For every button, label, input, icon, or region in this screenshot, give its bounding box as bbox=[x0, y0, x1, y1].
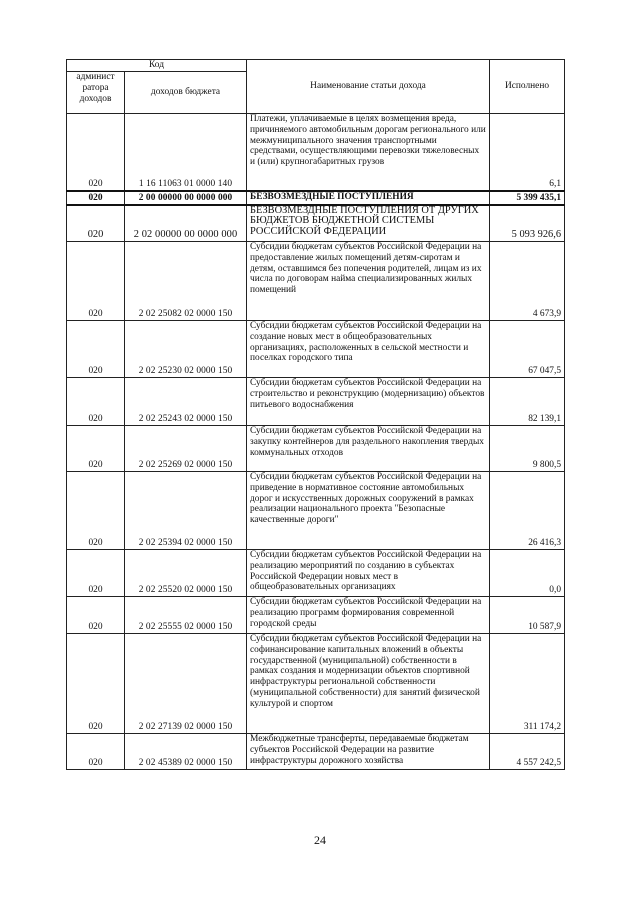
admin-code-cell: 020 bbox=[67, 734, 125, 770]
table-row bbox=[67, 426, 565, 472]
income-code-cell: 2 02 25269 02 0000 150 bbox=[125, 426, 247, 472]
admin-code-cell: 020 bbox=[67, 191, 125, 205]
executed-amount-cell: 82 139,1 bbox=[490, 378, 565, 426]
table-row bbox=[67, 321, 565, 378]
income-code-cell: 2 00 00000 00 0000 000 bbox=[125, 191, 247, 205]
executed-header: Исполнено bbox=[490, 60, 565, 114]
table-row bbox=[67, 597, 565, 634]
income-code-cell: 2 02 25243 02 0000 150 bbox=[125, 378, 247, 426]
admin-code-cell: 020 bbox=[67, 321, 125, 378]
income-code-cell: 2 02 00000 00 0000 000 bbox=[125, 205, 247, 242]
income-name-cell: Субсидии бюджетам субъектов Российской Федерации на предоставление жилых помещений детям-сиротам и детям, оставшимся без попечения родителей, лицам из их числа по договорам найма специализированных жилых помещений bbox=[247, 242, 490, 321]
executed-amount-cell: 0,0 bbox=[490, 550, 565, 597]
income-code-cell: 2 02 45389 02 0000 150 bbox=[125, 734, 247, 770]
admin-code-cell: 020 bbox=[67, 472, 125, 550]
executed-amount-cell: 5 093 926,6 bbox=[490, 205, 565, 242]
income-name-cell: Субсидии бюджетам субъектов Российской Федерации на закупку контейнеров для раздельного накопления твердых коммунальных отходов bbox=[247, 426, 490, 472]
income-code-cell: 1 16 11063 01 0000 140 bbox=[125, 114, 247, 191]
budget-income-code-header: доходов бюджета bbox=[125, 72, 247, 114]
executed-amount-cell: 10 587,9 bbox=[490, 597, 565, 634]
income-code-cell: 2 02 25394 02 0000 150 bbox=[125, 472, 247, 550]
admin-code-cell: 020 bbox=[67, 550, 125, 597]
income-name-cell: Субсидии бюджетам субъектов Российской Федерации на софинансирование капитальных вложений в объекты государственной (муниципальной) собственности в рамках создания и модернизации объектов спортивной инфраструктуры региональной собственности (муниципальной собственности) для занятий физической культурой и спортом bbox=[247, 634, 490, 734]
table-row bbox=[67, 734, 565, 770]
admin-code-cell: 020 bbox=[67, 634, 125, 734]
header-row-top bbox=[67, 60, 565, 72]
admin-code-cell: 020 bbox=[67, 426, 125, 472]
table-row bbox=[67, 205, 565, 242]
income-code-cell: 2 02 25082 02 0000 150 bbox=[125, 242, 247, 321]
income-name-cell: Межбюджетные трансферты, передаваемые бюджетам субъектов Российской Федерации на развитие инфраструктуры дорожного хозяйства bbox=[247, 734, 490, 770]
administrator-code-header: админист ратора доходов bbox=[67, 72, 125, 114]
table-row bbox=[67, 472, 565, 550]
income-name-cell: Субсидии бюджетам субъектов Российской Федерации на создание новых мест в общеобразовательных организациях, расположенных в сельской местности и поселках городского типа bbox=[247, 321, 490, 378]
income-name-cell: Субсидии бюджетам субъектов Российской Федерации на приведение в нормативное состояние автомобильных дорог и искусственных дорожных сооружений в рамках реализации национального проекта "Безопасные качественные дороги" bbox=[247, 472, 490, 550]
table-row bbox=[67, 550, 565, 597]
executed-amount-cell: 4 557 242,5 bbox=[490, 734, 565, 770]
admin-code-cell: 020 bbox=[67, 378, 125, 426]
income-code-cell: 2 02 25555 02 0000 150 bbox=[125, 597, 247, 634]
executed-amount-cell: 6,1 bbox=[490, 114, 565, 191]
income-code-cell: 2 02 27139 02 0000 150 bbox=[125, 634, 247, 734]
income-name-cell: БЕЗВОЗМЕЗДНЫЕ ПОСТУПЛЕНИЯ bbox=[247, 191, 490, 205]
income-name-cell: Субсидии бюджетам субъектов Российской Федерации на реализацию мероприятий по созданию в субъектах Российской Федерации новых мест в общеобразовательных организациях bbox=[247, 550, 490, 597]
admin-code-cell: 020 bbox=[67, 205, 125, 242]
table-row bbox=[67, 242, 565, 321]
executed-amount-cell: 67 047,5 bbox=[490, 321, 565, 378]
table-row-total bbox=[67, 191, 565, 205]
executed-amount-cell: 9 800,5 bbox=[490, 426, 565, 472]
table-row bbox=[67, 114, 565, 191]
income-name-cell: Субсидии бюджетам субъектов Российской Федерации на строительство и реконструкцию (модернизацию) объектов питьевого водоснабжения bbox=[247, 378, 490, 426]
executed-amount-cell: 311 174,2 bbox=[490, 634, 565, 734]
admin-code-cell: 020 bbox=[67, 114, 125, 191]
budget-income-table bbox=[66, 59, 565, 770]
income-code-cell: 2 02 25520 02 0000 150 bbox=[125, 550, 247, 597]
executed-amount-cell: 4 673,9 bbox=[490, 242, 565, 321]
table-row bbox=[67, 634, 565, 734]
budget-table-wrapper bbox=[66, 59, 564, 770]
admin-code-cell: 020 bbox=[67, 597, 125, 634]
income-name-cell: Субсидии бюджетам субъектов Российской Федерации на реализацию программ формирования современной городской среды bbox=[247, 597, 490, 634]
executed-amount-cell: 5 399 435,1 bbox=[490, 191, 565, 205]
table-row bbox=[67, 378, 565, 426]
code-group-header: Код bbox=[67, 60, 247, 72]
income-code-cell: 2 02 25230 02 0000 150 bbox=[125, 321, 247, 378]
admin-code-cell: 020 bbox=[67, 242, 125, 321]
income-name-cell: БЕЗВОЗМЕЗДНЫЕ ПОСТУПЛЕНИЯ ОТ ДРУГИХ БЮДЖЕТОВ БЮДЖЕТНОЙ СИСТЕМЫ РОССИЙСКОЙ ФЕДЕРАЦИИ bbox=[247, 205, 490, 242]
page-number: 24 bbox=[314, 833, 326, 847]
executed-amount-cell: 26 416,3 bbox=[490, 472, 565, 550]
income-name-header: Наименование статьи дохода bbox=[247, 60, 490, 114]
income-name-cell: Платежи, уплачиваемые в целях возмещения вреда, причиняемого автомобильным дорогам регионального или межмуниципального значения транспортными средствами, осуществляющими перевозки тяжеловесных и (или) крупногабаритных грузов bbox=[247, 114, 490, 191]
